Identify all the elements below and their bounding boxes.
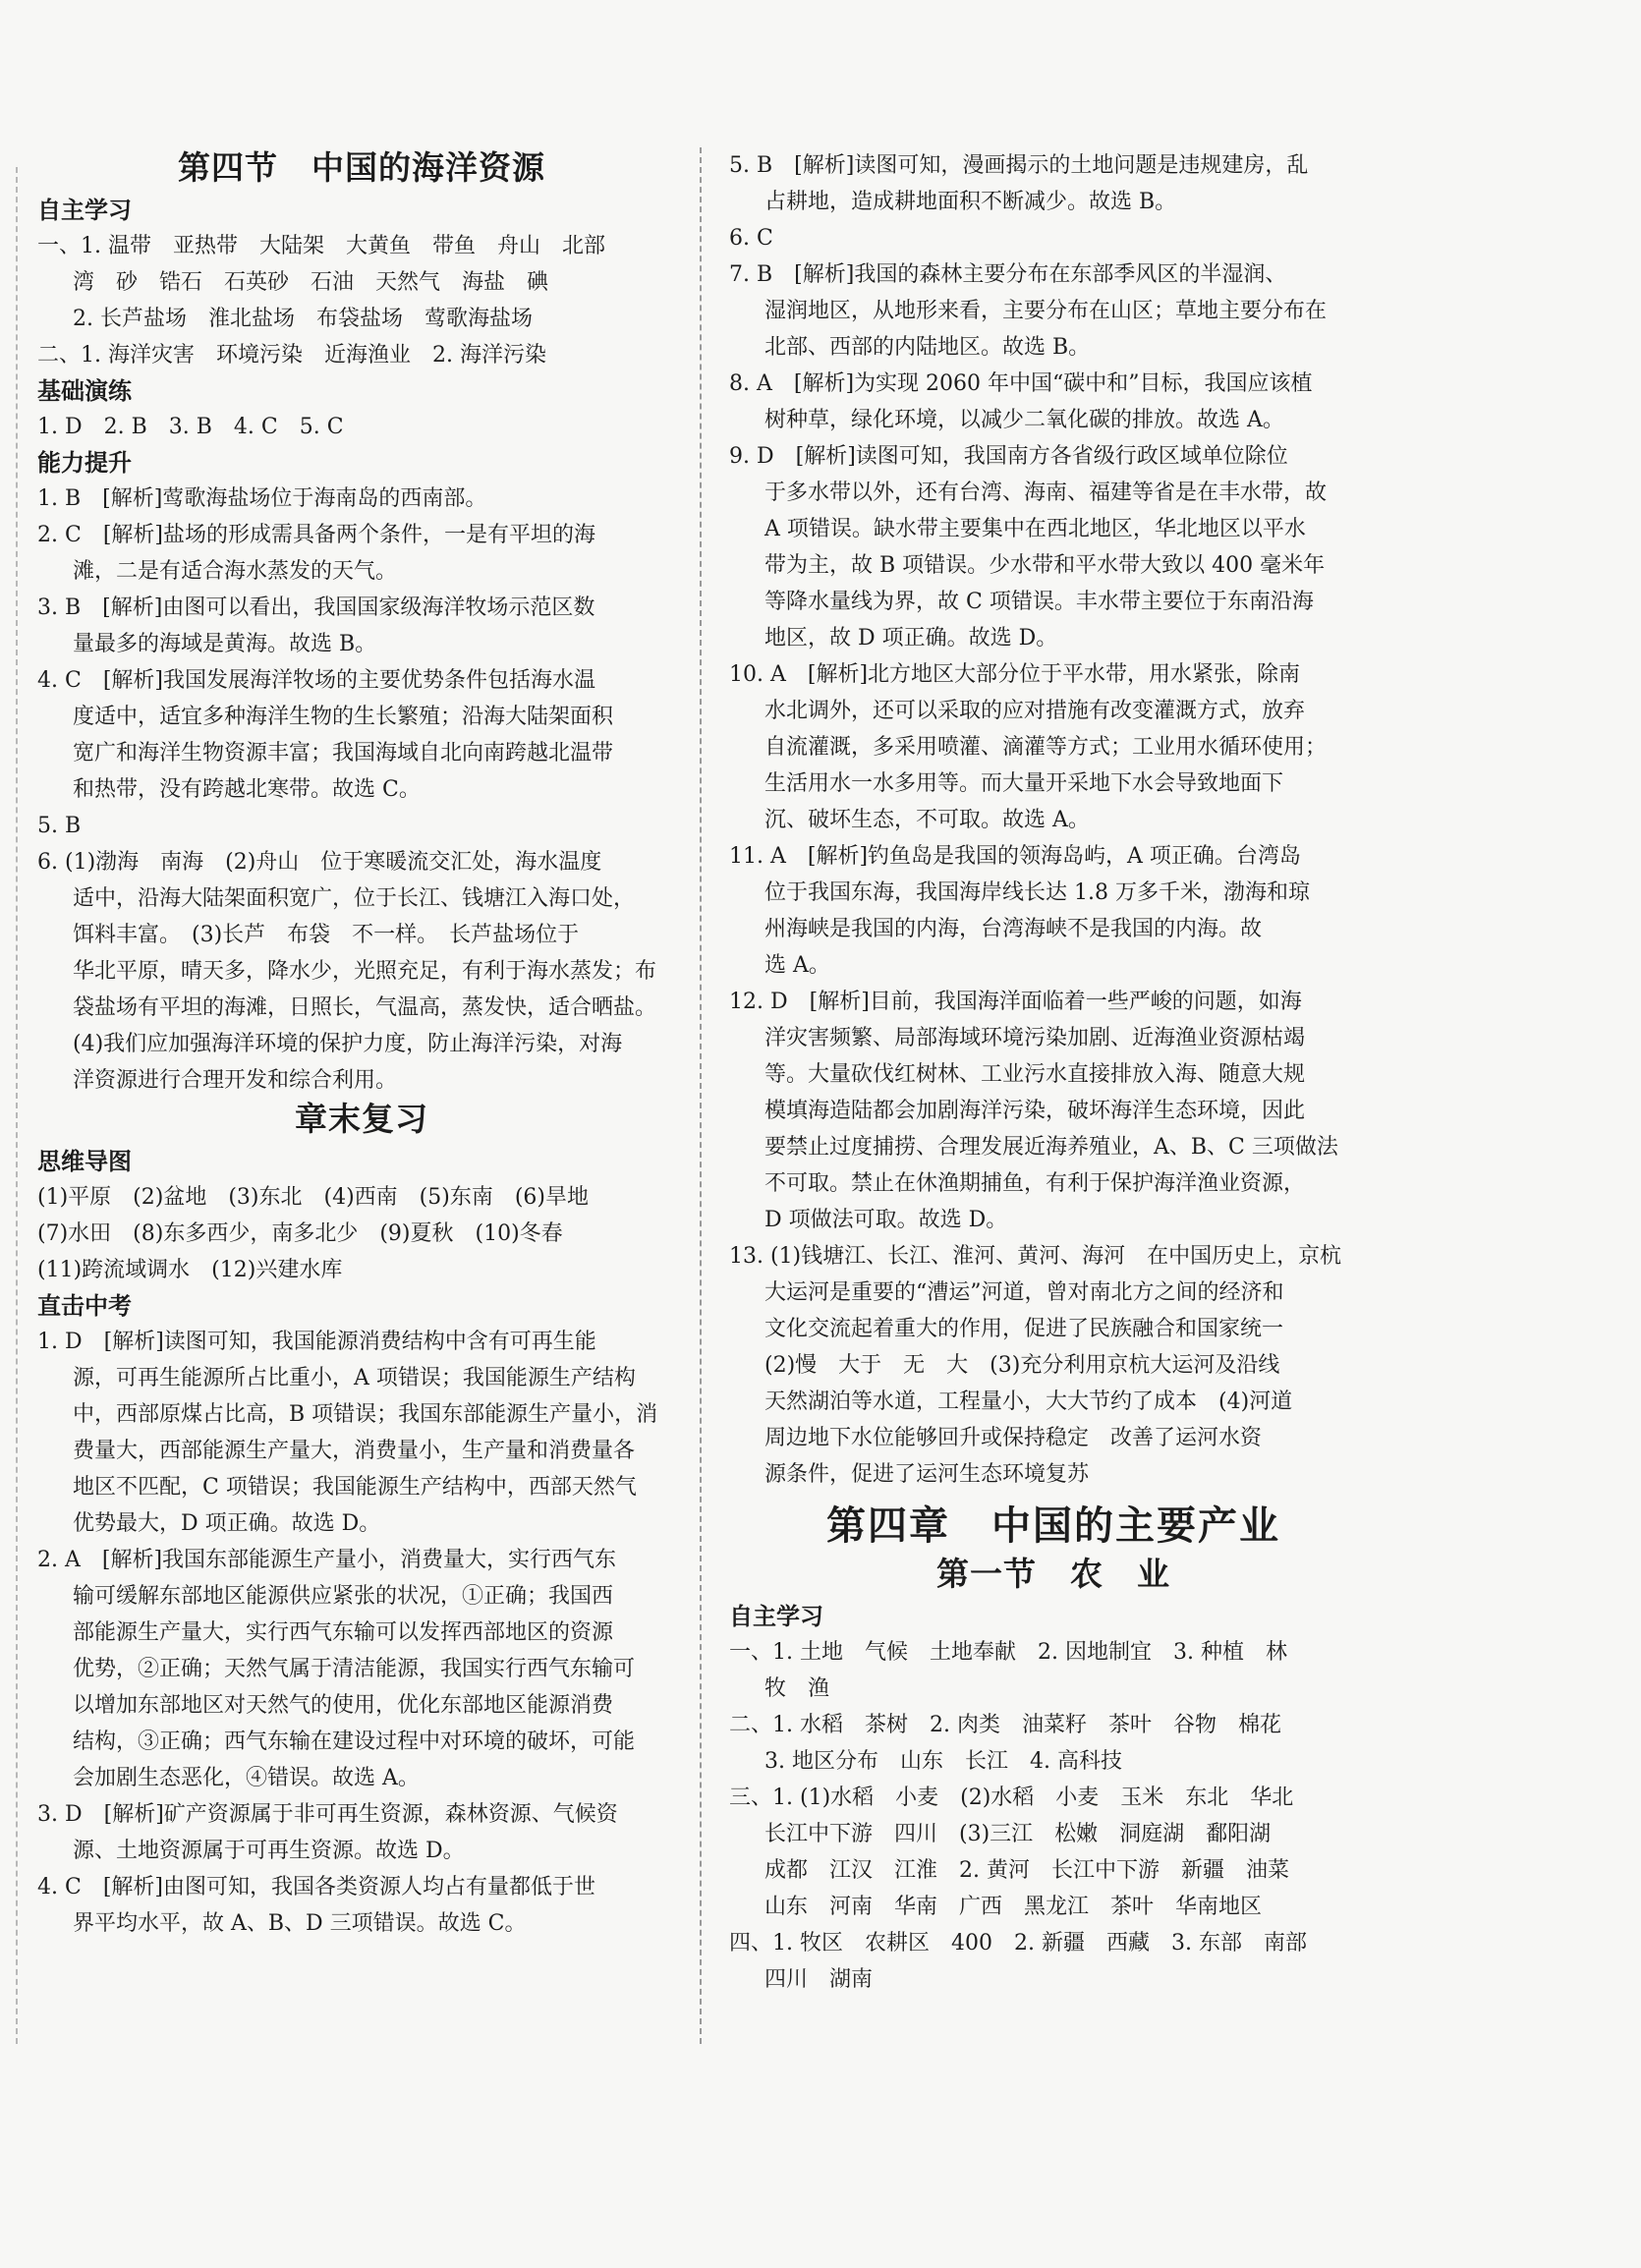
answer-line: 自流灌溉，多采用喷灌、滴灌等方式；工业用水循环使用； xyxy=(764,735,1328,760)
answer-line: 度适中，适宜多种海洋生物的生长繁殖；沿海大陆架面积 xyxy=(73,705,614,729)
left-column xyxy=(37,147,686,1942)
answer-line: 长江中下游 四川 (3)三江 松嫩 洞庭湖 鄱阳湖 xyxy=(764,1822,1272,1846)
answer-line: 北部、西部的内陆地区。故选 B。 xyxy=(764,335,1091,360)
answer-line: 地区，故 D 项正确。故选 D。 xyxy=(764,626,1058,651)
answer-line: 周边地下水位能够回升或保持稳定 改善了运河水资 xyxy=(764,1426,1263,1450)
answer-line: 中，西部原煤占比高，B 项错误；我国东部能源生产量小，消 xyxy=(73,1402,658,1427)
answer-line: 沉、破坏生态，不可取。故选 A。 xyxy=(764,808,1090,832)
answer-line: 湾 砂 锆石 石英砂 石油 天然气 海盐 碘 xyxy=(73,270,549,295)
answer-line: 牧 渔 xyxy=(764,1676,830,1701)
answer-line: 源、土地资源属于可再生资源。故选 D。 xyxy=(73,1839,465,1863)
answer-line: 占耕地，造成耕地面积不断减少。故选 B。 xyxy=(764,190,1177,214)
answer-line: 5. B [解析]读图可知，漫画揭示的土地问题是违规建房，乱 xyxy=(729,153,1309,178)
answer-line: 一、1. 土地 气候 土地奉献 2. 因地制宜 3. 种植 林 xyxy=(729,1640,1287,1665)
answer-line: (4)我们应加强海洋环境的保护力度，防止海洋污染，对海 xyxy=(73,1032,623,1056)
answer-line: 袋盐场有平坦的海滩，日照长，气温高，蒸发快，适合晒盐。 xyxy=(73,995,657,1020)
answer-line: 4. C [解析]由图可知，我国各类资源人均占有量都低于世 xyxy=(37,1875,595,1899)
answer-line: 地区不匹配，C 项错误；我国能源生产结构中，西部天然气 xyxy=(73,1475,637,1500)
answer-line: 8. A [解析]为实现 2060 年中国“碳中和”目标，我国应该植 xyxy=(729,371,1313,396)
answer-line: 饵料丰富。 (3)长芦 布袋 不一样。 长芦盐场位于 xyxy=(73,923,580,947)
answer-line: (11)跨流域调水 (12)兴建水库 xyxy=(37,1258,343,1282)
answer-line: (2)慢 大于 无 大 (3)充分利用京杭大运河及沿线 xyxy=(764,1353,1280,1378)
answer-line: D 项做法可取。故选 D。 xyxy=(764,1208,1008,1232)
answer-line: 大运河是重要的“漕运”河道，曾对南北方之间的经济和 xyxy=(764,1280,1284,1305)
heading-jichu: 基础演练 xyxy=(37,377,132,405)
heading-zhiji: 直击中考 xyxy=(37,1292,132,1320)
answer-line: 选 A。 xyxy=(764,953,830,978)
answer-line: 7. B [解析]我国的森林主要分布在东部季风区的半湿润、 xyxy=(729,262,1287,287)
answer-line: 二、1. 水稻 茶树 2. 肉类 油菜籽 茶叶 谷物 棉花 xyxy=(729,1713,1281,1737)
answer-line: 文化交流起着重大的作用，促进了民族融合和国家统一 xyxy=(764,1317,1284,1341)
answer-line: 洋灾害频繁、局部海域环境污染加剧、近海渔业资源枯竭 xyxy=(764,1026,1306,1050)
answer-line: 适中，沿海大陆架面积宽广，位于长江、钱塘江入海口处， xyxy=(73,886,636,911)
column-divider xyxy=(700,147,702,2044)
answer-line: 4. C [解析]我国发展海洋牧场的主要优势条件包括海水温 xyxy=(37,668,595,693)
answer-line: 带为主，故 B 项错误。少水带和平水带大致以 400 毫米年 xyxy=(764,553,1326,578)
answer-line: 湿润地区，从地形来看，主要分布在山区；草地主要分布在 xyxy=(764,299,1328,323)
binding-edge-line xyxy=(16,167,18,2044)
answer-line: 界平均水平，故 A、B、D 三项错误。故选 C。 xyxy=(73,1911,527,1936)
answer-line: 5. B xyxy=(37,814,82,838)
answer-line: 模填海造陆都会加剧海洋污染，破坏海洋生态环境，因此 xyxy=(764,1099,1306,1123)
section-title-agriculture: 第一节 农 业 xyxy=(936,1555,1170,1593)
answer-line: 2. A [解析]我国东部能源生产量小，消费量大，实行西气东 xyxy=(37,1548,617,1572)
answer-line: A 项错误。缺水带主要集中在西北地区，华北地区以平水 xyxy=(764,517,1306,541)
right-column xyxy=(729,147,1378,1998)
answer-line: 13. (1)钱塘江、长江、淮河、黄河、海河 在中国历史上，京杭 xyxy=(729,1244,1342,1269)
answer-line: 生活用水一水多用等。而大量开采地下水会导致地面下 xyxy=(764,771,1284,796)
answer-line: 四、1. 牧区 农耕区 400 2. 新疆 西藏 3. 东部 南部 xyxy=(729,1931,1307,1956)
answer-line: 树种草，绿化环境，以减少二氧化碳的排放。故选 A。 xyxy=(764,408,1284,432)
answer-line: 和热带，没有跨越北寒带。故选 C。 xyxy=(73,777,421,802)
answer-line: 结构，③正确；西气东输在建设过程中对环境的破坏，可能 xyxy=(73,1729,636,1754)
answer-line: 会加剧生态恶化，④错误。故选 A。 xyxy=(73,1766,420,1790)
answer-line: 部能源生产量大，实行西气东输可以发挥西部地区的资源 xyxy=(73,1620,614,1645)
answer-line: 滩，二是有适合海水蒸发的天气。 xyxy=(73,559,398,584)
answer-line: 1. B [解析]莺歌海盐场位于海南岛的西南部。 xyxy=(37,486,487,511)
answer-line: 3. 地区分布 山东 长江 4. 高科技 xyxy=(764,1749,1122,1774)
answer-line: 等。大量砍伐红树林、工业污水直接排放入海、随意大规 xyxy=(764,1062,1306,1087)
section-title-ocean-resources: 第四节 中国的海洋资源 xyxy=(178,148,545,187)
heading-zizhu-agriculture: 自主学习 xyxy=(729,1603,823,1630)
answer-line: 优势，②正确；天然气属于清洁能源，我国实行西气东输可 xyxy=(73,1657,636,1681)
answer-line: 6. C xyxy=(729,226,773,251)
answer-line: 6. (1)渤海 南海 (2)舟山 位于寒暖流交汇处，海水温度 xyxy=(37,850,602,875)
answer-line: 输可缓解东部地区能源供应紧张的状况，①正确；我国西 xyxy=(73,1584,614,1609)
answer-line: 2. C [解析]盐场的形成需具备两个条件，一是有平坦的海 xyxy=(37,523,595,547)
answer-line: 11. A [解析]钓鱼岛是我国的领海岛屿，A 项正确。台湾岛 xyxy=(729,844,1301,869)
answer-line: 2. 长芦盐场 淮北盐场 布袋盐场 莺歌海盐场 xyxy=(73,307,533,331)
answer-line: 于多水带以外，还有台湾、海南、福建等省是在丰水带，故 xyxy=(764,481,1328,505)
answer-line: 要禁止过度捕捞、合理发展近海养殖业，A、B、C 三项做法 xyxy=(764,1135,1338,1160)
heading-siwei: 思维导图 xyxy=(37,1148,132,1175)
answer-line: 1. D [解析]读图可知，我国能源消费结构中含有可再生能 xyxy=(37,1330,596,1354)
answer-line: 量最多的海域是黄海。故选 B。 xyxy=(73,632,377,656)
answer-line: 10. A [解析]北方地区大部分位于平水带，用水紧张，除南 xyxy=(729,662,1301,687)
answer-line: 成都 江汉 江淮 2. 黄河 长江中下游 新疆 油菜 xyxy=(764,1858,1289,1883)
answer-line: 三、1. (1)水稻 小麦 (2)水稻 小麦 玉米 东北 华北 xyxy=(729,1786,1294,1810)
answer-line: 水北调外，还可以采取的应对措施有改变灌溉方式，放弃 xyxy=(764,699,1306,723)
answer-line: 一、1. 温带 亚热带 大陆架 大黄鱼 带鱼 舟山 北部 xyxy=(37,234,605,258)
answer-line: 洋资源进行合理开发和综合利用。 xyxy=(73,1068,398,1093)
answer-line: (7)水田 (8)东多西少，南多北少 (9)夏秋 (10)冬春 xyxy=(37,1221,563,1246)
answer-line: (1)平原 (2)盆地 (3)东北 (4)西南 (5)东南 (6)旱地 xyxy=(37,1185,589,1210)
heading-nengli: 能力提升 xyxy=(37,449,132,477)
answer-line: 3. D [解析]矿产资源属于非可再生资源，森林资源、气候资 xyxy=(37,1802,618,1827)
answer-line: 优势最大，D 项正确。故选 D。 xyxy=(73,1511,381,1536)
answer-line: 12. D [解析]目前，我国海洋面临着一些严峻的问题，如海 xyxy=(729,990,1302,1014)
answer-line: 天然湖泊等水道，工程量小，大大节约了成本 (4)河道 xyxy=(764,1389,1293,1414)
answer-line: 源条件，促进了运河生态环境复苏 xyxy=(764,1462,1090,1487)
answer-line: 3. B [解析]由图可以看出，我国国家级海洋牧场示范区数 xyxy=(37,595,595,620)
answer-line: 华北平原，晴天多，降水少，光照充足，有利于海水蒸发；布 xyxy=(73,959,657,984)
answer-line: 州海峡是我国的内海，台湾海峡不是我国的内海。故 xyxy=(764,917,1263,941)
answer-line: 四川 湖南 xyxy=(764,1967,874,1992)
answer-line: 山东 河南 华南 广西 黑龙江 茶叶 华南地区 xyxy=(764,1895,1263,1919)
answer-line: 以增加东部地区对天然气的使用，优化东部地区能源消费 xyxy=(73,1693,614,1718)
answer-line: 费量大，西部能源生产量大，消费量小，生产量和消费量各 xyxy=(73,1439,636,1463)
answer-line: 位于我国东海，我国海岸线长达 1.8 万多千米，渤海和琼 xyxy=(764,880,1310,905)
answer-line: 宽广和海洋生物资源丰富；我国海域自北向南跨越北温带 xyxy=(73,741,614,765)
chapter-title-industries: 第四章 中国的主要产业 xyxy=(826,1503,1280,1549)
heading-zizhu: 自主学习 xyxy=(37,197,132,224)
answer-line: 等降水量线为界，故 C 项错误。丰水带主要位于东南沿海 xyxy=(764,590,1314,614)
answer-line: 1. D 2. B 3. B 4. C 5. C xyxy=(37,415,344,439)
answer-line: 二、1. 海洋灾害 环境污染 近海渔业 2. 海洋污染 xyxy=(37,343,546,368)
answer-line: 不可取。禁止在休渔期捕鱼，有利于保护海洋渔业资源， xyxy=(764,1171,1306,1196)
answer-line: 9. D [解析]读图可知，我国南方各省级行政区域单位除位 xyxy=(729,444,1288,469)
answer-line: 源，可再生能源所占比重小，A 项错误；我国能源生产结构 xyxy=(73,1366,636,1390)
section-title-review: 章末复习 xyxy=(295,1100,428,1138)
